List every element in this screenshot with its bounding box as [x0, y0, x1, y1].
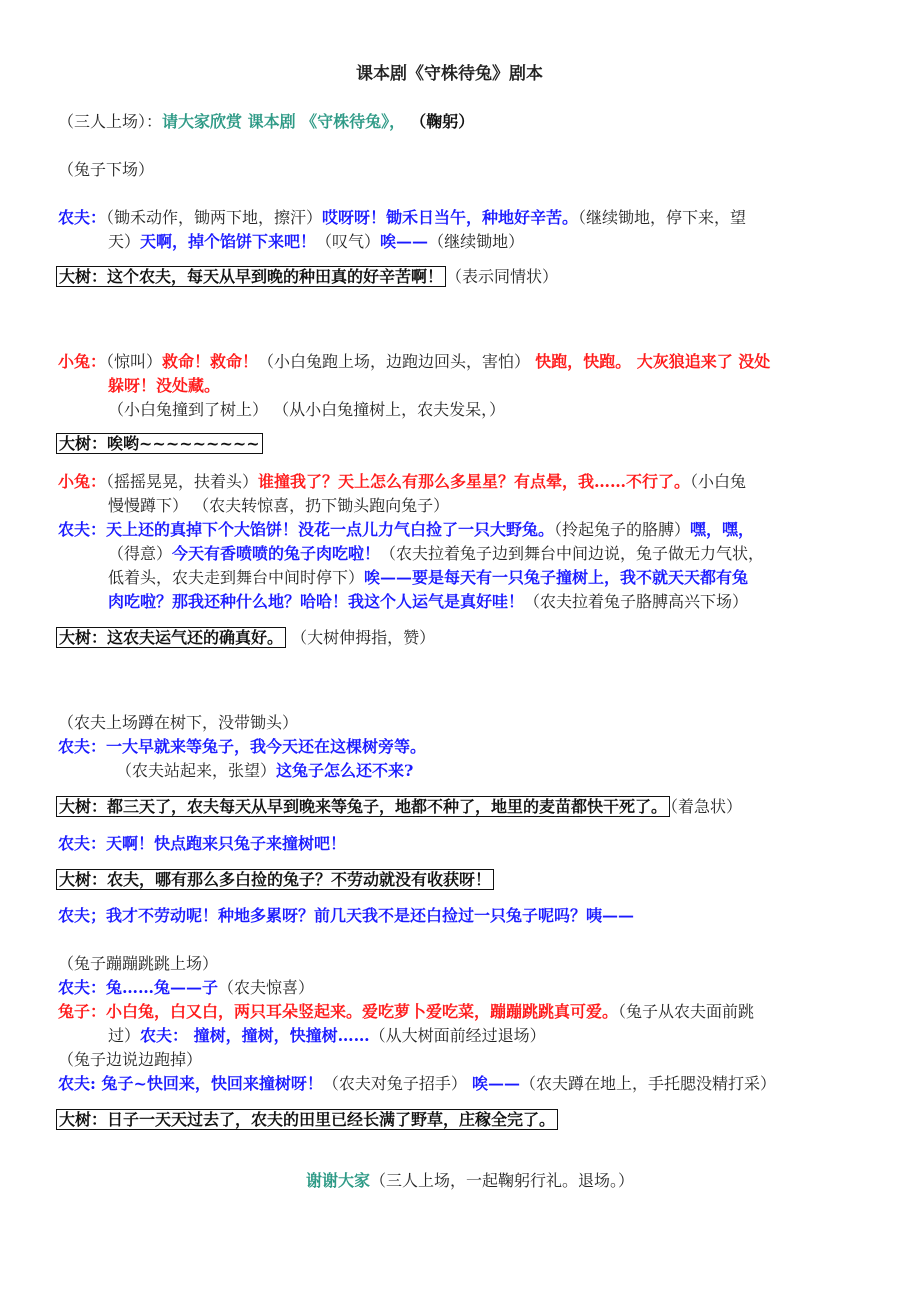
dialogue: 嘿，嘿， — [690, 520, 755, 539]
line-stage: （兔子下场） — [58, 160, 155, 179]
stage-direction: （惊叫） — [106, 352, 163, 371]
line-stage: 慢慢蹲下） （农夫转惊喜，扔下锄头跑向兔子） — [108, 496, 450, 515]
tree-line-box: 大树：日子一天天过去了，农夫的田里已经长满了野草，庄稼全完了。 — [56, 1109, 558, 1130]
dialogue: 兔子~快回来，快回来撞树呀！ — [101, 1074, 323, 1093]
line-farmer-6 — [58, 976, 314, 1000]
dialogue: 天啊！快点跑来只兔子来撞树吧！ — [106, 834, 347, 853]
stage-direction: （着急状） — [670, 797, 743, 816]
dialogue: 唉—— — [472, 1074, 521, 1093]
speaker-farmer: 农夫: — [58, 1074, 102, 1093]
line-tree-2 — [56, 432, 263, 456]
line-tree-6 — [56, 1108, 558, 1132]
dialogue: 一大早就来等兔子，我今天还在这棵树旁等。 — [106, 737, 427, 756]
tree-line-box: 大树：这农夫运气还的确真好。 — [56, 627, 286, 648]
line-rabbit-3 — [58, 1000, 754, 1024]
dialogue: 谁撞我了？天上怎么有那么多星星？有点晕，我……不行了。 — [258, 472, 691, 491]
speaker-farmer: 农夫； — [58, 906, 107, 925]
line-farmer-3b — [116, 759, 413, 783]
dialogue: 肉吃啦？那我还种什么地？哈哈！我这个人运气是真好哇！ — [108, 592, 525, 611]
line-farmer-1b — [108, 230, 524, 254]
stage-direction: 过） — [108, 1026, 141, 1045]
line-stage: （小白兔撞到了树上） （从小白兔撞树上，农夫发呆，） — [108, 400, 506, 419]
speaker-farmer: 农夫： — [58, 978, 107, 997]
line-stage: （农夫上场蹲在树下，没带锄头） — [58, 713, 299, 732]
speaker-farmer: 农夫： — [58, 737, 107, 756]
stage-direction: （农夫拉着兔子边到舞台中间边说，兔子做无力气状， — [380, 544, 765, 563]
stage-direction: 天） — [108, 232, 141, 251]
page-title: 课本剧《守株待兔》剧本 — [356, 64, 543, 84]
dialogue: 唉—— — [380, 232, 429, 251]
stage-direction: （农夫蹲在地上，手托腮没精打采） — [520, 1074, 777, 1093]
line-farmer-2b — [108, 542, 764, 566]
speaker-rabbit: 小兔： — [58, 352, 107, 371]
line-farmer-5 — [58, 904, 634, 928]
tree-line-box: 大树：都三天了，农夫每天从早到晚来等兔子，地都不种了，地里的麦苗都快干死了。 — [56, 796, 670, 817]
stage-direction: （农夫对兔子招手） — [322, 1074, 472, 1093]
dialogue: 快跑，快跑。 大灰狼追来了 没处 — [535, 352, 771, 371]
speaker-rabbit: 小兔： — [58, 472, 107, 491]
stage-direction: （表示同情状） — [446, 267, 559, 286]
dialogue: 小白兔，白又白，两只耳朵竖起来。爱吃萝卜爱吃菜，蹦蹦跳跳真可爱。 — [106, 1002, 619, 1021]
dialogue: 我才不劳动呢！种地多累呀？前几天我不是还白捡过一只兔子呢吗？咦—— — [106, 906, 635, 925]
line-farmer-2d — [108, 590, 748, 614]
speaker-farmer: 农夫： — [58, 834, 107, 853]
stage-direction: （继续锄地） — [428, 232, 525, 251]
speaker-rabbit: 兔子： — [58, 1002, 107, 1021]
line-stage: （兔子边说边跑掉） — [58, 1050, 203, 1069]
stage-direction: （小白兔跑上场，边跑边回头，害怕） — [258, 352, 531, 371]
dialogue: 农夫： 撞树，撞树，快撞树…… — [140, 1026, 370, 1045]
line-farmer-2 — [58, 518, 754, 542]
stage-direction: （叹气） — [316, 232, 381, 251]
stage-direction: （三人上场，一起鞠躬行礼。退场。） — [370, 1171, 635, 1190]
tree-line-box: 大树：这个农夫，每天从早到晚的种田真的好辛苦啊！ — [56, 266, 446, 287]
line-rabbit-1 — [58, 350, 770, 374]
stage-direction: （拎起兔子的胳膊） — [554, 520, 691, 539]
stage-direction: （小白兔 — [690, 472, 747, 491]
line-tree-1 — [56, 265, 558, 289]
tree-line-box: 大树：唉哟~~~~~~~~~ — [56, 433, 263, 454]
dialogue: 哎呀呀！锄禾日当午，种地好辛苦。 — [322, 208, 579, 227]
dialogue: 天啊，掉个馅饼下来吧！ — [140, 232, 317, 251]
line-farmer-2c — [108, 566, 748, 590]
stage-direction: （大树伸拇指，赞） — [291, 628, 436, 647]
dialogue: 唉——要是每天有一只兔子撞树上，我不就天天都有兔 — [364, 568, 749, 587]
line-intro — [58, 110, 474, 134]
dialogue: 救命！救命！ — [162, 352, 259, 371]
stage-direction: （得意） — [108, 544, 173, 563]
line-closing — [306, 1169, 634, 1193]
stage-direction: （农夫站起来，张望） — [116, 761, 277, 780]
line-stage: （兔子蹦蹦跳跳上场） — [58, 954, 219, 973]
line-rabbit-3b — [108, 1024, 546, 1048]
stage-direction: 低着头，农夫走到舞台中间时停下） — [108, 568, 365, 587]
stage-direction: （锄禾动作，锄两下地，擦汗） — [106, 208, 323, 227]
stage-direction: （农夫拉着兔子胳膊高兴下场） — [524, 592, 749, 611]
line-farmer-7 — [58, 1072, 776, 1096]
line-tree-3 — [56, 626, 435, 650]
line-farmer-4 — [58, 832, 346, 856]
stage-direction: （三人上场）： — [58, 112, 163, 131]
line-farmer-3 — [58, 735, 426, 759]
line-rabbit-1b: 躲呀！没处藏。 — [108, 376, 221, 395]
narration: 请大家欣赏 课本剧 《守株待兔》， — [162, 112, 406, 131]
tree-line-box: 大树：农夫，哪有那么多白捡的兔子？不劳动就没有收获呀！ — [56, 869, 494, 890]
stage-direction: （鞠躬） — [410, 112, 475, 131]
stage-direction: （从大树面前经过退场） — [369, 1026, 546, 1045]
dialogue: 这兔子怎么还不来? — [276, 761, 414, 780]
speaker-farmer: 农夫： — [58, 520, 107, 539]
stage-direction: （摇摇晃晃，扶着头） — [106, 472, 259, 491]
speaker-farmer: 农夫： — [58, 208, 107, 227]
stage-direction: （农夫惊喜） — [218, 978, 315, 997]
stage-direction: （兔子从农夫面前跳 — [618, 1002, 755, 1021]
line-tree-5 — [56, 868, 494, 892]
line-rabbit-2 — [58, 470, 746, 494]
stage-direction: （继续锄地，停下来，望 — [578, 208, 747, 227]
line-farmer-1 — [58, 206, 746, 230]
dialogue: 兔……兔——子 — [106, 978, 219, 997]
dialogue: 今天有香喷喷的兔子肉吃啦！ — [172, 544, 381, 563]
line-tree-4 — [56, 795, 742, 819]
thanks-text: 谢谢大家 — [306, 1171, 371, 1190]
dialogue: 天上还的真掉下个大馅饼！没花一点儿力气白捡了一只大野兔。 — [106, 520, 555, 539]
